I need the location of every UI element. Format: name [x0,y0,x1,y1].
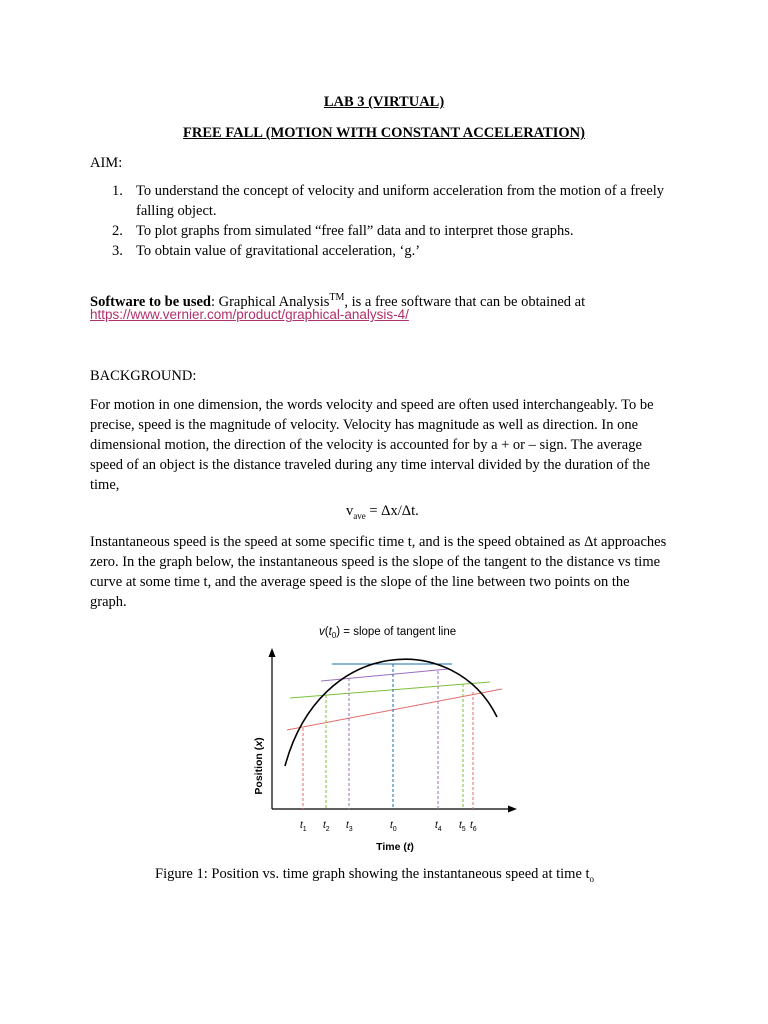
background-paragraph-2: Instantaneous speed is the speed at some specific time t, and is the speed obtained as Δt approaches zero. In the graph below, the instantaneous speed is the slope of the tangent to the distance vs time curve at some time t, and the average speed is the slope of the line between two points on the graph. [90,534,667,610]
software-link-row [90,306,409,324]
x-axis-label: Time (t) [376,841,414,853]
secant-line-green [290,682,490,698]
tick-label-t3: $t_3$ [346,820,353,833]
average-speed-formula: $v_{ave} = \Delta x/\Delta t$. [346,503,419,521]
aim-list [90,181,676,261]
software-label: Software to be used [90,293,211,310]
y-axis-label: Position (x) [253,737,265,795]
tick-label-t0: $t_0$ [390,820,397,833]
figure-title: $v(t_0)$ = slope of tangent line [319,626,457,640]
software-link[interactable]: https://www.vernier.com/product/graphical-analysis-4/ [90,307,409,322]
aim-item: 3. To obtain value of gravitational acceleration, ‘g.’ [112,243,421,259]
position-curve [285,659,497,766]
tick-label-t6: $t_6$ [470,820,477,833]
software-line: Software to be used: Graphical Analysis™, is a free software that can be obtained at [90,292,586,310]
aim-heading: AIM: [90,155,123,171]
lab-subtitle: FREE FALL (MOTION WITH CONSTANT ACCELERATION) [183,125,585,141]
background-heading: BACKGROUND: [90,368,197,384]
secant-line-red [287,689,502,730]
lab-title: LAB 3 (VIRTUAL) [323,94,445,110]
aim-item: 2. To plot graphs from simulated “free fall” data and to interpret those graphs. [112,223,574,239]
tick-label-t1: $t_1$ [300,820,307,833]
figure-caption: Figure 1: Position vs. time graph showing the instantaneous speed at time $t_o$ [155,866,595,884]
secant-line-purple [321,669,448,681]
x-axis-arrow [508,806,517,813]
aim-item: 1. To understand the concept of velocity and uniform acceleration from the motion of a freely falling object. [112,183,665,219]
background-paragraph-1: For motion in one dimension, the words velocity and speed are often used interchangeably. To be precise, speed is the magnitude of velocity. Velocity has magnitude as well as direction. In one dimensional motion, the direction of the velocity is accounted for by a + or – sign. The average speed of an object is the distance traveled during any time interval divided by the duration of the time, [90,397,654,493]
tick-label-t4: $t_4$ [435,820,442,833]
position-time-figure [240,616,540,861]
y-axis-arrow [269,648,276,657]
tick-label-t5: $t_5$ [459,820,466,833]
tick-label-t2: $t_2$ [323,820,330,833]
